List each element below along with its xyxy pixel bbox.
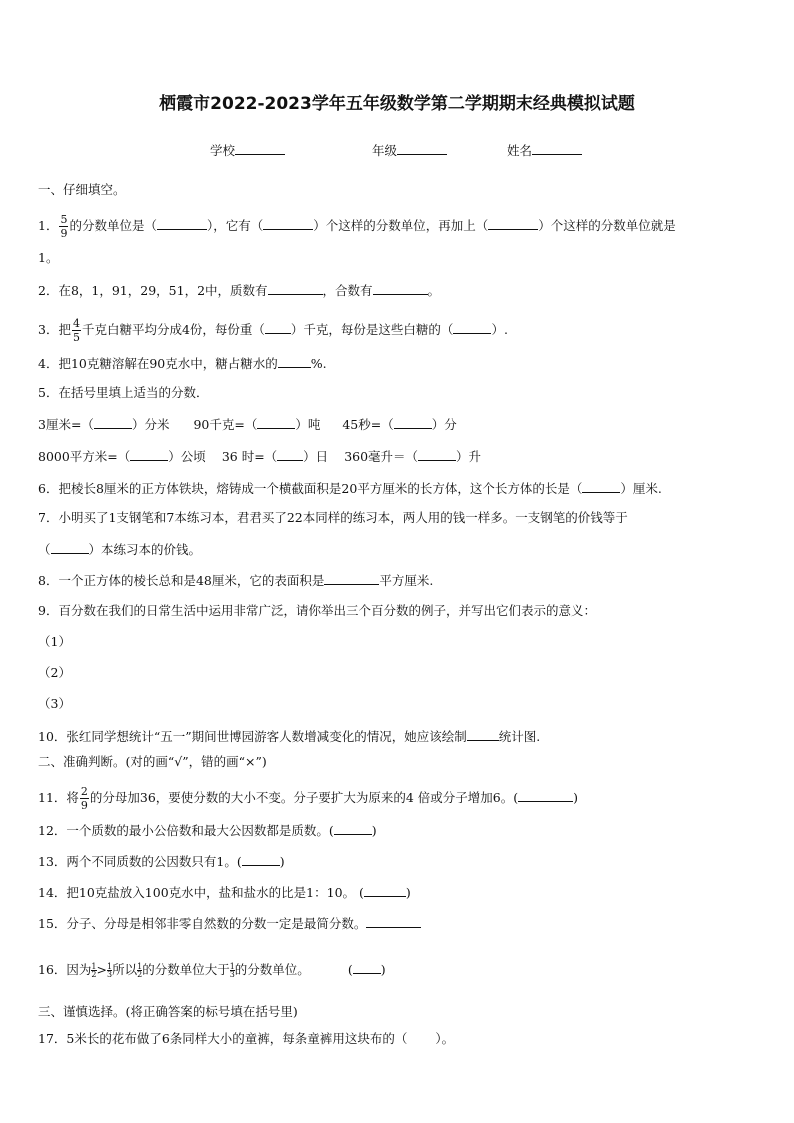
q2-text-c: 。	[427, 283, 441, 298]
q16-text-f: )	[380, 962, 386, 977]
q16-text-c: 的分数单位大于	[142, 962, 230, 977]
q16-text-d: 的分数单位。	[234, 962, 310, 977]
q7-continuation	[38, 541, 201, 558]
question-7: 7．小明买了1支钢笔和7本练习本，君君买了22本同样的练习本，两人用的钱一样多。一支钢笔的价钱等于	[38, 510, 628, 525]
name-field	[507, 141, 582, 159]
q16-f1-den: 2	[91, 970, 97, 979]
school-blank[interactable]	[235, 142, 285, 155]
q6-blank[interactable]	[582, 480, 620, 493]
q11-text-b: 的分母加36，要使分数的大小不变。分子要扩大为原来的4 倍或分子增加6。(	[89, 790, 519, 805]
q1-frac-den: 9	[60, 227, 68, 240]
q15-text-a: 15．分子、分母是相邻非零自然数的分数一定是最简分数。	[38, 916, 367, 931]
q16-f2-den: 3	[106, 970, 113, 979]
question-13	[38, 853, 285, 870]
q11-text-c: )	[573, 790, 578, 805]
q13-blank[interactable]	[242, 853, 280, 866]
q2-text-a: 2．在8，1，91，29，51，2中，质数有	[38, 283, 268, 298]
question-12	[38, 822, 377, 839]
q1-frac-num: 5	[60, 213, 68, 226]
q4-blank[interactable]	[278, 355, 311, 368]
question-3	[38, 317, 508, 344]
q2-text-b: ，合数有	[322, 283, 373, 298]
question-1	[38, 213, 676, 240]
q5-r2-blank-1[interactable]	[130, 448, 168, 461]
q16-blank[interactable]	[353, 961, 381, 974]
q8-text-b: 平方厘米.	[379, 573, 434, 588]
q5-r2-d: ）日	[303, 449, 329, 464]
q17-text-a: 17．5米长的花布做了6条同样大小的童裤，每条童裤用这块布的（	[38, 1031, 408, 1046]
q1-continuation: 1。	[38, 250, 59, 265]
q3-blank-2[interactable]	[453, 321, 491, 334]
q5-r1-blank-1[interactable]	[94, 416, 132, 429]
q16-f3-num: 1	[137, 962, 143, 971]
grade-blank[interactable]	[397, 142, 447, 155]
question-11	[38, 785, 578, 812]
school-label: 学校	[210, 143, 236, 158]
q12-blank[interactable]	[334, 822, 372, 835]
q16-f4-den: 3	[229, 970, 235, 979]
q7-text-b: （	[38, 542, 51, 557]
q5-r2-f: ）升	[456, 449, 482, 464]
q14-blank[interactable]	[364, 884, 406, 897]
q5-r1-a: 3厘米=（	[38, 417, 94, 432]
question-15	[38, 915, 421, 932]
q6-text-a: 6．把棱长8厘米的正方体铁块，熔铸成一个横截面积是20平方厘米的长方体，这个长方体的长是（	[38, 481, 583, 496]
q11-fraction	[80, 785, 89, 812]
question-4	[38, 355, 327, 372]
q3-text-c: ）千克，每份是这些白糖的（	[290, 322, 454, 337]
question-9: 9．百分数在我们的日常生活中运用非常广泛，请你举出三个百分数的例子，并写出它们表示的意义：	[38, 603, 596, 618]
q16-f2-num: 1	[106, 962, 113, 971]
q5-r1-b: ）分米	[131, 417, 170, 432]
name-blank[interactable]	[532, 142, 582, 155]
q5-r2-blank-3[interactable]	[418, 448, 456, 461]
q3-fraction	[72, 317, 81, 344]
q13-text-a: 13．两个不同质数的公因数只有1。(	[38, 854, 242, 869]
q12-text-a: 12．一个质数的最小公倍数和最大公因数都是质数。(	[38, 823, 334, 838]
q4-text-b: %.	[310, 356, 327, 371]
q1-fraction	[59, 213, 68, 240]
q1-text-d: ）个这样的分数单位就是	[538, 218, 676, 233]
q1-prefix: 1．	[38, 218, 59, 233]
q11-blank[interactable]	[518, 789, 573, 802]
q17-text-b: ）。	[435, 1031, 455, 1046]
question-16	[38, 961, 386, 978]
q16-text-b: 所以	[112, 962, 138, 977]
q5-r1-blank-2[interactable]	[257, 416, 295, 429]
q16-f4-num: 1	[229, 962, 235, 971]
q11-frac-den: 9	[80, 799, 88, 812]
q5-r1-e: 45秒=（	[342, 417, 394, 432]
question-17	[38, 1031, 454, 1047]
q1-blank-3[interactable]	[488, 217, 538, 230]
q3-text-a: 3．把	[38, 322, 71, 337]
q1-blank-1[interactable]	[157, 217, 207, 230]
q5-r1-f: ）分	[431, 417, 457, 432]
q9-item-1: （1）	[38, 634, 71, 649]
q5-row-2	[38, 448, 481, 465]
q9-item-3: （3）	[38, 696, 71, 711]
q7-blank[interactable]	[51, 541, 89, 554]
q5-r2-e: 360毫升＝（	[344, 449, 419, 464]
q3-blank-1[interactable]	[265, 321, 291, 334]
q14-text-b: )	[405, 885, 411, 900]
q14-text-a: 14．把10克盐放入100克水中，盐和盐水的比是1：10。 (	[38, 885, 364, 900]
q3-frac-den: 5	[72, 331, 80, 344]
grade-label: 年级	[372, 143, 398, 158]
q3-text-d: ）.	[491, 322, 508, 337]
q11-text-a: 11．将	[38, 790, 79, 805]
q16-text-e: (	[347, 962, 353, 977]
q1-text-c: ）个这样的分数单位，再加上（	[313, 218, 489, 233]
page-title: 栖霞市2022-2023学年五年级数学第二学期期末经典模拟试题	[159, 94, 635, 114]
section-2-heading: 二、准确判断。(对的画“√”，错的画“×”)	[38, 754, 267, 769]
q1-text-b: ），它有（	[206, 218, 264, 233]
q12-text-b: )	[371, 823, 377, 838]
q5-r1-blank-3[interactable]	[394, 416, 432, 429]
q3-frac-num: 4	[72, 317, 80, 330]
q6-text-b: ）厘米.	[620, 481, 662, 496]
q16-gt: >	[96, 962, 107, 977]
name-label: 姓名	[507, 143, 533, 158]
q5-r1-c: 90千克=（	[193, 417, 258, 432]
grade-field	[372, 141, 447, 159]
q5-r1-d: ）吨	[295, 417, 321, 432]
question-2	[38, 282, 440, 299]
question-8	[38, 572, 433, 589]
q10-text-b: 统计图.	[498, 729, 541, 744]
q5-r2-blank-2[interactable]	[277, 448, 303, 461]
q7-text-c: ）本练习本的价钱。	[88, 542, 202, 557]
section-1-heading: 一、仔细填空。	[38, 182, 126, 197]
q2-blank-1[interactable]	[268, 282, 323, 295]
q3-text-b: 千克白糖平均分成4份，每份重（	[81, 322, 265, 337]
q10-text-a: 10．张红同学想统计“五一”期间世博园游客人数增减变化的情况，她应该绘制	[38, 729, 467, 744]
q8-text-a: 8．一个正方体的棱长总和是48厘米，它的表面积是	[38, 573, 325, 588]
question-5: 5．在括号里填上适当的分数．	[38, 385, 209, 400]
q5-r2-a: 8000平方米=（	[38, 449, 131, 464]
q1-text-a: 的分数单位是（	[69, 218, 157, 233]
q15-blank[interactable]	[366, 915, 421, 928]
school-field	[210, 141, 285, 159]
q1-blank-2[interactable]	[263, 217, 313, 230]
question-6	[38, 480, 662, 497]
q13-text-b: )	[279, 854, 285, 869]
question-14	[38, 884, 411, 901]
question-10	[38, 728, 540, 745]
q2-blank-2[interactable]	[373, 282, 428, 295]
q16-f3-den: 2	[137, 970, 143, 979]
q10-blank[interactable]	[467, 728, 499, 741]
q8-blank[interactable]	[324, 572, 379, 585]
q5-r2-b: ）公顷	[168, 449, 206, 464]
q5-r2-c: 36 时=（	[221, 449, 278, 464]
q11-frac-num: 2	[80, 785, 88, 798]
section-3-heading: 三、谨慎选择。(将正确答案的标号填在括号里)	[38, 1004, 298, 1019]
q4-text-a: 4．把10克糖溶解在90克水中，糖占糖水的	[38, 356, 278, 371]
q9-item-2: （2）	[38, 665, 71, 680]
q5-row-1	[38, 416, 457, 433]
q16-f1-num: 1	[91, 962, 97, 971]
q16-text-a: 16．因为	[38, 962, 92, 977]
